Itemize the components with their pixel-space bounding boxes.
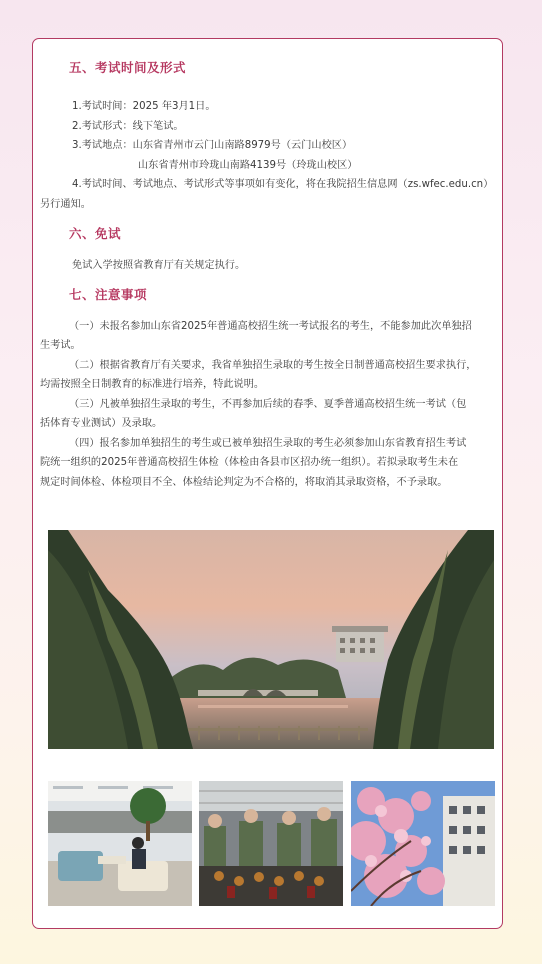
note-1: （一）未报名参加山东省2025年普通高校招生统一考试报名的考生，不能参加此次单独招 — [69, 320, 472, 332]
campus-lake-photo — [48, 530, 494, 749]
exemption-text: 免试入学按照省教育厅有关规定执行。 — [72, 260, 246, 271]
section-title-notes: 七、注意事项 — [69, 286, 148, 302]
main-content — [40, 59, 494, 492]
exam-change-notice-line2: 另行通知。 — [40, 198, 91, 210]
workshop-photo — [199, 781, 343, 906]
library-photo — [48, 781, 192, 906]
exam-time-item: 1.考试时间：2025 年3月1日。 — [72, 101, 216, 112]
note-2-cont: 均需按照全日制教育的标准进行培养，特此说明。 — [40, 379, 265, 390]
content-card — [32, 38, 503, 929]
section-title-exam-time: 五、考试时间及形式 — [69, 60, 187, 75]
exam-location-item-2: 山东省青州市玲珑山南路4139号（玲珑山校区） — [138, 159, 358, 171]
notes-block — [40, 317, 490, 493]
section-title-exemption: 六、免试 — [69, 226, 122, 241]
exam-format-item: 2.考试形式：线下笔试。 — [72, 120, 184, 132]
note-1-cont: 生考试。 — [40, 340, 81, 351]
exam-change-notice — [69, 175, 494, 195]
note-3-cont: 括体育专业测试）及录取。 — [40, 418, 163, 429]
blossom-photo — [351, 781, 495, 906]
exam-location-item: 3.考试地点：山东省青州市云门山南路8979号（云门山校区） — [72, 140, 353, 151]
note-3: （三）凡被单独招生录取的考生，不再参加后续的春季、夏季普通高校招生统一考试（包 — [69, 398, 467, 410]
note-4-cont: 院统一组织的2025年普通高校招生体检（体检由各县市区招办统一组织）。若拟录取考生未在 — [40, 457, 459, 468]
note-2: （二）根据省教育厅有关要求，我省单独招生录取的考生按全日制普通高校招生要求执行， — [69, 359, 477, 371]
note-4: （四）报名参加单独招生的考生或已被单独招生录取的考生必须参加山东省教育招生考试 — [69, 437, 467, 449]
note-4-cont2: 规定时间体检、体检项目不全、体检结论判定为不合格的，将取消其录取资格，不予录取。 — [40, 476, 448, 488]
exam-change-notice-line1: 4.考试时间、考试地点、考试形式等事项如有变化，将在我院招生信息网（zs.wfec.edu.cn） — [72, 179, 494, 190]
